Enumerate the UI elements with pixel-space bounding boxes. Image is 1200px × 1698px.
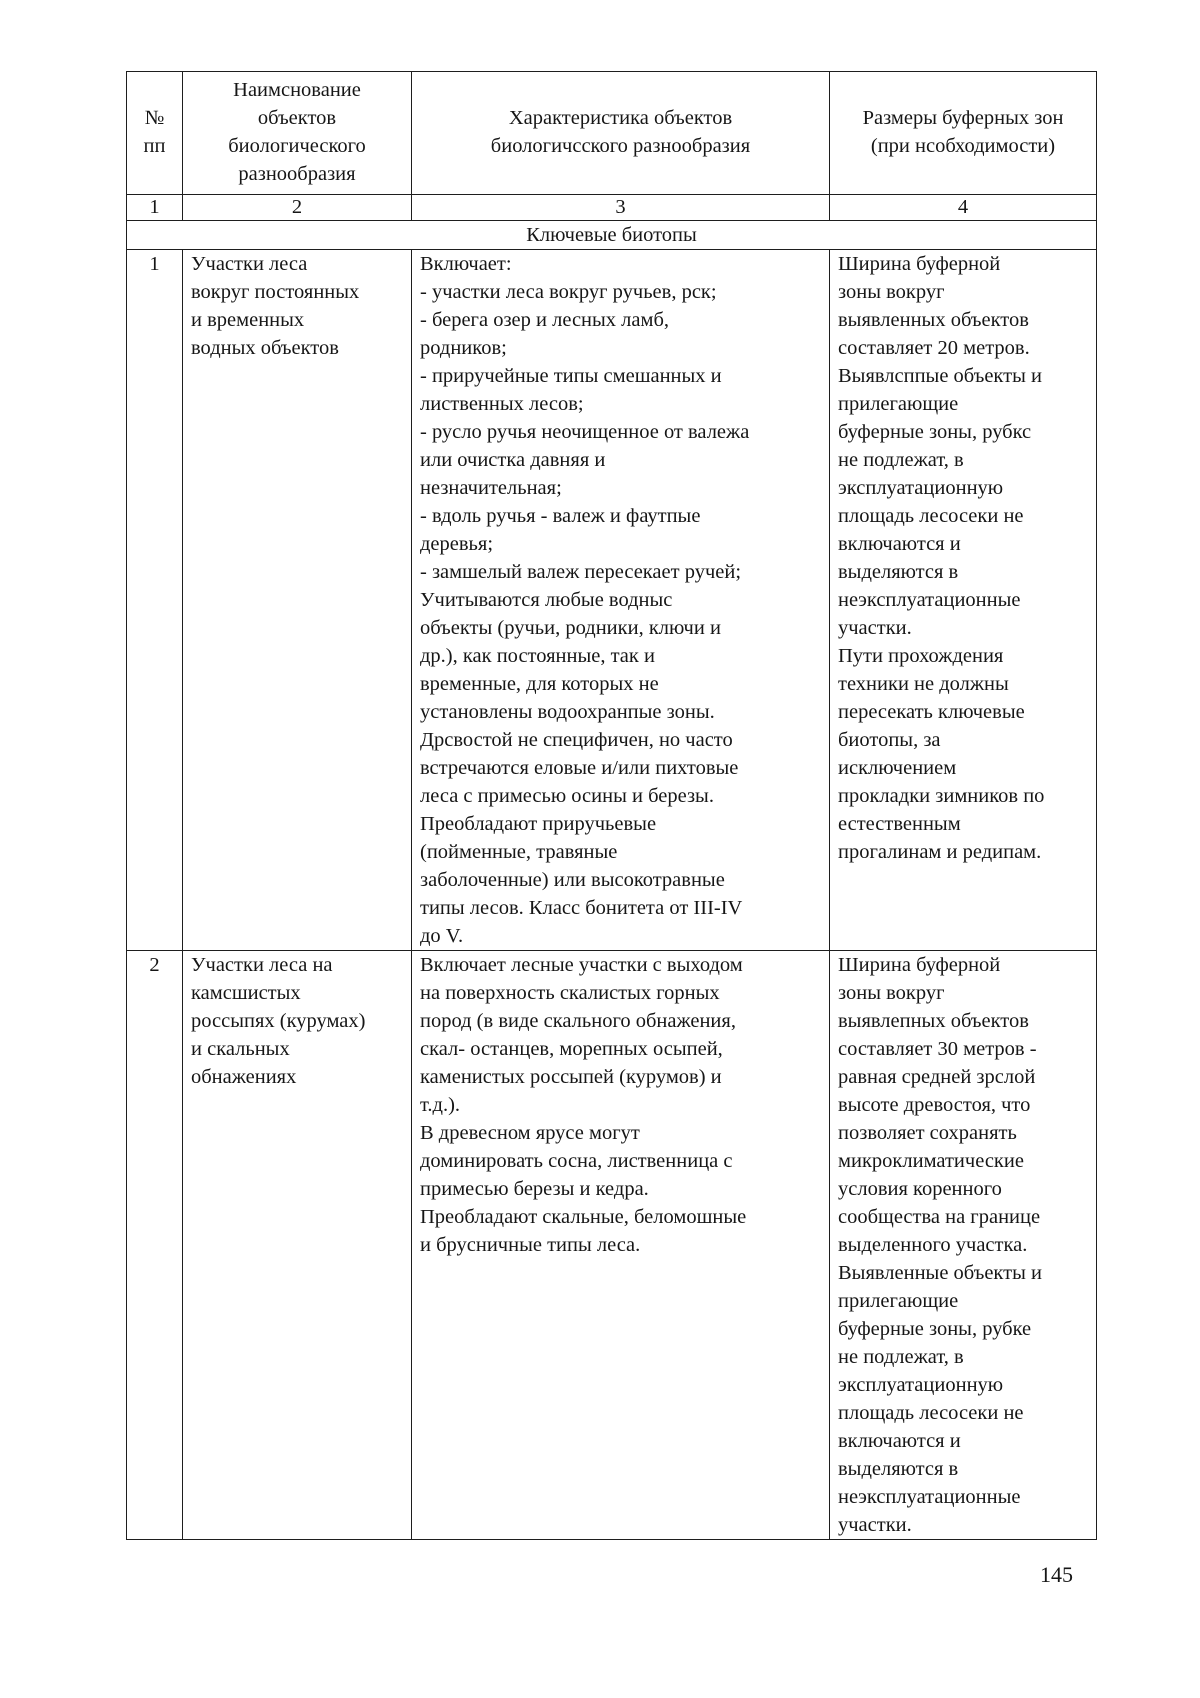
buffer-line: не подлежат, в xyxy=(838,1346,964,1368)
table-row xyxy=(127,250,1097,951)
description-line: Учитываются любые водныс xyxy=(420,589,673,611)
description-line: Преобладают скальные, беломошные xyxy=(420,1206,747,1228)
description-line: - приручейные типы смешанных и xyxy=(420,365,722,387)
buffer-line: условия коренного xyxy=(838,1178,1002,1200)
table-row xyxy=(127,951,1097,1540)
description-line: доминировать сосна, лиственница с xyxy=(420,1150,733,1172)
header-characteristics-line: Характеристика объектов xyxy=(508,107,733,129)
description-line: примесью березы и кедра. xyxy=(420,1178,649,1200)
description-line: - берега озер и лесных ламб, xyxy=(420,309,670,331)
column-number: 4 xyxy=(830,195,1097,221)
row-name-line: россыпях (курумах) xyxy=(191,1010,366,1032)
description-line: леса с примесью осины и березы. xyxy=(420,785,714,807)
header-name-line: объектов xyxy=(257,107,337,129)
description-line: объекты (ручьи, родники, ключи и xyxy=(420,617,721,639)
row-name-line: обнажениях xyxy=(191,1066,297,1088)
section-title: Ключевые биотопы xyxy=(127,221,1097,250)
buffer-line: буферные зоны, рубкс xyxy=(838,421,1032,443)
buffer-line: Ширина буферной xyxy=(838,954,1001,976)
buffer-line: Пути прохождения xyxy=(838,645,1004,667)
buffer-line: прогалинам и редипам. xyxy=(838,841,1042,863)
description-line: Дрсвостой не специфичен, но часто xyxy=(420,729,733,751)
buffer-line: Выявлсппые объекты и xyxy=(838,365,1042,387)
description-line: незначительная; xyxy=(420,477,562,499)
description-line: В древесном ярусе могут xyxy=(420,1122,640,1144)
header-characteristics-line: биологичсского разнообразия xyxy=(490,135,751,157)
section-row xyxy=(127,221,1097,250)
row-number: 2 xyxy=(127,951,183,1540)
description-line: т.д.). xyxy=(420,1094,461,1116)
description-line: Преобладают приручьевые xyxy=(420,813,657,835)
buffer-line: эксплуатационную xyxy=(838,477,1004,499)
column-number: 3 xyxy=(412,195,830,221)
header-row xyxy=(127,72,1097,195)
buffer-line: эксплуатационную xyxy=(838,1374,1004,1396)
buffer-line: неэксплуатационные xyxy=(838,589,1021,611)
buffer-line: буферные зоны, рубке xyxy=(838,1318,1032,1340)
column-number: 1 xyxy=(127,195,183,221)
column-number-row xyxy=(127,195,1097,221)
description-line: и брусничные типы леса. xyxy=(420,1234,641,1256)
buffer-line: составляет 30 метров - xyxy=(838,1038,1037,1060)
header-characteristics xyxy=(412,72,830,195)
header-name-line: разнообразия xyxy=(238,163,356,185)
header-buffer-line: Размеры буферных зон xyxy=(862,107,1064,129)
buffer-line: площадь лесосеки не xyxy=(838,1402,1024,1424)
buffer-line: биотопы, за xyxy=(838,729,941,751)
description-line: - участки леса вокруг ручьев, рск; xyxy=(420,281,717,303)
description-line: пород (в виде скального обнажения, xyxy=(420,1010,736,1032)
header-name-line: биологического xyxy=(228,135,366,157)
header-number-line: № xyxy=(144,107,165,129)
row-number: 1 xyxy=(127,250,183,951)
description-line: Включает лесные участки с выходом xyxy=(420,954,743,976)
row-description xyxy=(412,250,830,951)
buffer-line: Ширина буферной xyxy=(838,253,1001,275)
description-line: скал- останцев, морепных осыпей, xyxy=(420,1038,723,1060)
header-number xyxy=(127,72,183,195)
buffer-line: прокладки зимников по xyxy=(838,785,1045,807)
description-line: (пойменные, травяные xyxy=(420,841,618,863)
buffer-line: участки. xyxy=(838,1514,912,1536)
row-name-line: камсшистых xyxy=(191,982,301,1004)
buffer-line: зоны вокруг xyxy=(838,281,945,303)
description-line: родников; xyxy=(420,337,507,359)
description-line: - замшелый валеж пересекает ручей; xyxy=(420,561,742,583)
row-name-line: вокруг постоянных xyxy=(191,281,360,303)
header-buffer xyxy=(830,72,1097,195)
buffer-line: выявлепных объектов xyxy=(838,1010,1029,1032)
description-line: заболоченные) или высокотравные xyxy=(420,869,725,891)
column-number: 2 xyxy=(183,195,412,221)
description-line: - русло ручья неочищенное от валежа xyxy=(420,421,750,443)
buffer-line: техники не должны xyxy=(838,673,1009,695)
row-description xyxy=(412,951,830,1540)
buffer-line: прилегающие xyxy=(838,1290,959,1312)
row-name-line: водных объектов xyxy=(191,337,339,359)
buffer-line: включаются и xyxy=(838,533,961,555)
row-name-line: и скальных xyxy=(191,1038,290,1060)
buffer-line: неэксплуатационные xyxy=(838,1486,1021,1508)
buffer-line: выявленных объектов xyxy=(838,309,1029,331)
buffer-line: Выявленные объекты и xyxy=(838,1262,1042,1284)
description-line: каменистых россыпей (курумов) и xyxy=(420,1066,722,1088)
row-buffer xyxy=(830,951,1097,1540)
description-line: др.), как постоянные, так и xyxy=(420,645,655,667)
row-name xyxy=(183,951,412,1540)
row-name-line: и временных xyxy=(191,309,305,331)
buffer-line: микроклиматические xyxy=(838,1150,1024,1172)
description-line: на поверхность скалистых горных xyxy=(420,982,720,1004)
row-name xyxy=(183,250,412,951)
description-line: или очистка давняя и xyxy=(420,449,606,471)
row-name-line: Участки леса на xyxy=(191,954,333,976)
buffer-line: выделяются в xyxy=(838,561,959,583)
buffer-line: участки. xyxy=(838,617,912,639)
description-line: временные, для которых не xyxy=(420,673,659,695)
row-name-line: Участки леса xyxy=(191,253,308,275)
page-number: 145 xyxy=(1040,1562,1073,1587)
description-line: лиственных лесов; xyxy=(420,393,584,415)
buffer-line: высоте древостоя, что xyxy=(838,1094,1031,1116)
description-line: деревья; xyxy=(420,533,494,555)
buffer-line: выделяются в xyxy=(838,1458,959,1480)
buffer-line: выделенного участка. xyxy=(838,1234,1028,1256)
buffer-line: позволяет сохранять xyxy=(838,1122,1017,1144)
description-line: Включает: xyxy=(420,253,512,275)
buffer-line: составляет 20 метров. xyxy=(838,337,1030,359)
row-buffer xyxy=(830,250,1097,951)
description-line: установлены водоохранпые зоны. xyxy=(420,701,715,723)
header-number-line: пп xyxy=(143,135,166,157)
description-line: - вдоль ручья - валеж и фаутпые xyxy=(420,505,701,527)
header-buffer-line: (при нсобходимости) xyxy=(870,135,1056,157)
buffer-line: не подлежат, в xyxy=(838,449,964,471)
buffer-line: пересекать ключевые xyxy=(838,701,1025,723)
biodiversity-table xyxy=(126,71,1097,1540)
description-line: до V. xyxy=(420,925,464,947)
buffer-line: прилегающие xyxy=(838,393,959,415)
buffer-line: зоны вокруг xyxy=(838,982,945,1004)
buffer-line: естественным xyxy=(838,813,961,835)
description-line: встречаются еловые и/или пихтовые xyxy=(420,757,739,779)
description-line: типы лесов. Класс бонитета от III-IV xyxy=(420,897,743,919)
buffer-line: исключением xyxy=(838,757,957,779)
buffer-line: площадь лесосеки не xyxy=(838,505,1024,527)
header-name-line: Наимснование xyxy=(233,79,361,101)
buffer-line: сообщества на границе xyxy=(838,1206,1041,1228)
buffer-line: включаются и xyxy=(838,1430,961,1452)
header-name xyxy=(183,72,412,195)
buffer-line: равная средней зрслой xyxy=(838,1066,1036,1088)
